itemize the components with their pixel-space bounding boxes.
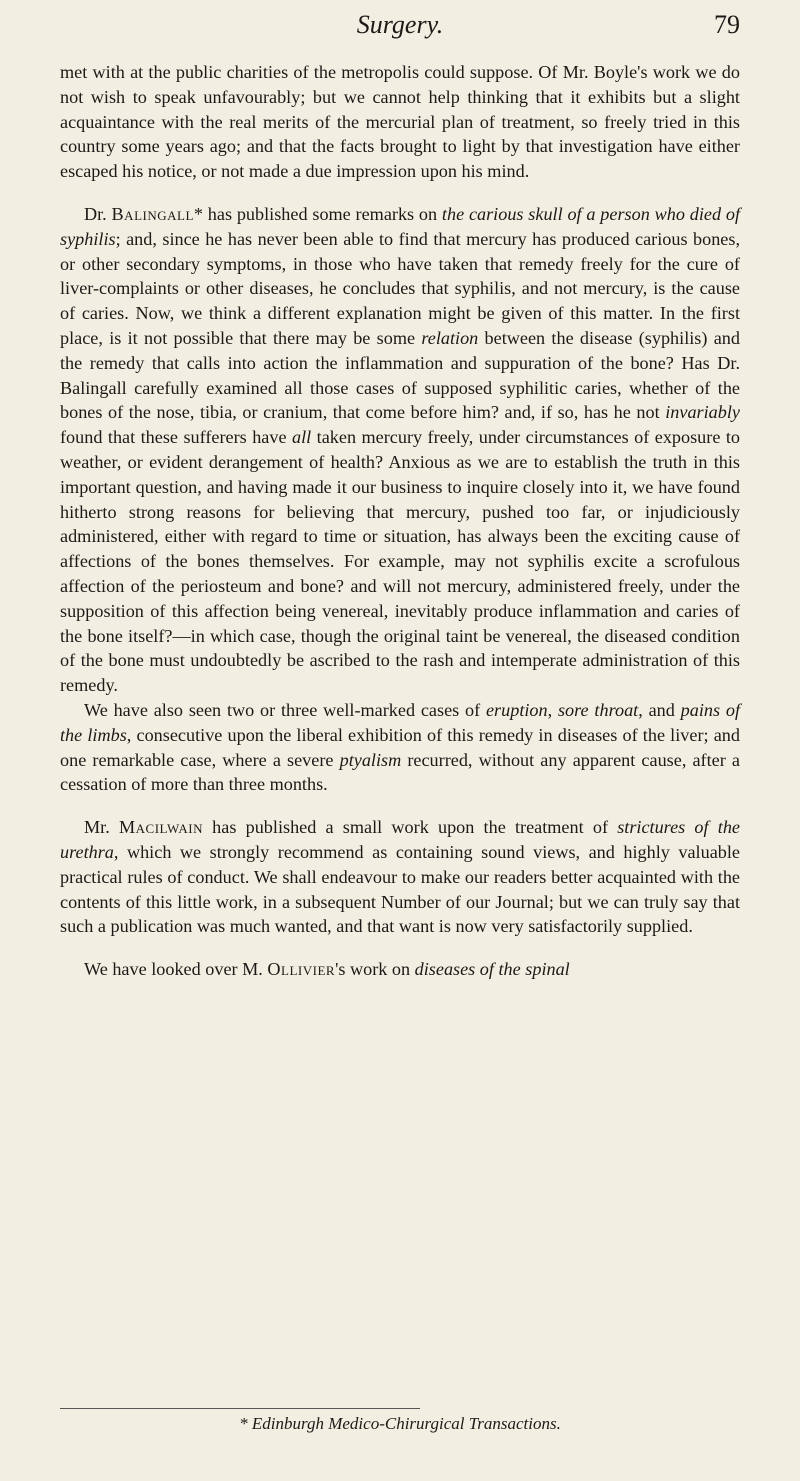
paragraph-boyle: met with at the public charities of the metropolis could suppose. Of Mr. Boyle's work we do not wish to speak unfavourably; but we cannot help thinking that it exhibits but a slight acquaintance with the real merits of the mercurial plan of treatment, so freely tried in this country some years ago; and that the facts brought to light by that investigation have either escaped his notice, or not made a due impression upon his mind. xyxy=(60,62,740,182)
paragraph-ollivier: We have looked over M. Ollivier's work on diseases of the spinal xyxy=(84,959,570,980)
footnote: * Edinburgh Medico-Chirurgical Transactions. xyxy=(239,1414,561,1433)
paragraph-macilwain: Mr. Macilwain has published a small work upon the treatment of strictures of the urethra, which we strongly recommend as containing sound views, and highly valuable practical rules of conduct. We shall endeavour to make our readers better acquainted with the contents of this little work, in a subsequent Number of our Journal; but we can truly say that such a publication was much wanted, and that want is now very satisfactorily supplied. xyxy=(60,817,740,937)
work-title: diseases of the spinal xyxy=(414,959,570,980)
author-name: Ollivier xyxy=(267,959,336,980)
author-name: Macilwain xyxy=(118,817,203,838)
work-title: the carious skull of a person who died of syphilis xyxy=(60,203,740,249)
paragraph-eruption: We have also seen two or three well-marked cases of eruption, sore throat, and pains of the limbs, consecutive upon the liberal exhibition of this remedy in diseases of the liver; and one remarkable case, where a severe ptyalism recurred, without any apparent cause, after a cessation of more than three months. xyxy=(60,699,741,795)
work-title: strictures of the urethra xyxy=(60,817,740,862)
running-head xyxy=(60,10,740,50)
paragraph-balingall: Dr. Balingall* has published some remarks on the carious skull of a person who died of syphilis; and, since he has never been able to find that mercury has produced carious bones, or other secondary symptoms, in those who have taken that remedy freely for the cure of liver-complaints or other diseases, he concludes that syphilis, and not mercury, is the cause of caries. Now, we think a different explanation might be given of this matter. In the first place, is it not possible that there may be some relation between the disease (syphilis) and the remedy that calls into action the inflammation and suppuration of the bone? Has Dr. Balingall carefully examined all those cases of supposed syphilitic caries, whether of the bones of the nose, tibia, or cranium, that come before him? and, if so, has he not invariably found that these sufferers have all taken mercury freely, under circumstances of exposure to weather, or evident derangement of health? Anxious as we are to establish the truth in this important question, and having made it our business to inquire closely into it, we have found hitherto strong reasons for believing that mercury, pushed too far, or injudiciously administered, either with regard to time or situation, has always been the exciting cause of affections of the bones themselves. For example, may not syphilis excite a scrofulous affection of the periosteum and bone? and will not mercury, administered freely, under the supposition of this affection being venereal, inevitably produce inflammation and caries of the bone itself?—in which case, though the original taint be venereal, the diseased condition of the bone must undoubtedly be ascribed to the rash and intemperate administration of this remedy. xyxy=(60,203,741,696)
page-number: 79 xyxy=(714,10,740,39)
author-name: Balingall xyxy=(111,203,194,224)
footnote-rule xyxy=(60,1408,420,1409)
running-title: Surgery. xyxy=(356,10,444,39)
